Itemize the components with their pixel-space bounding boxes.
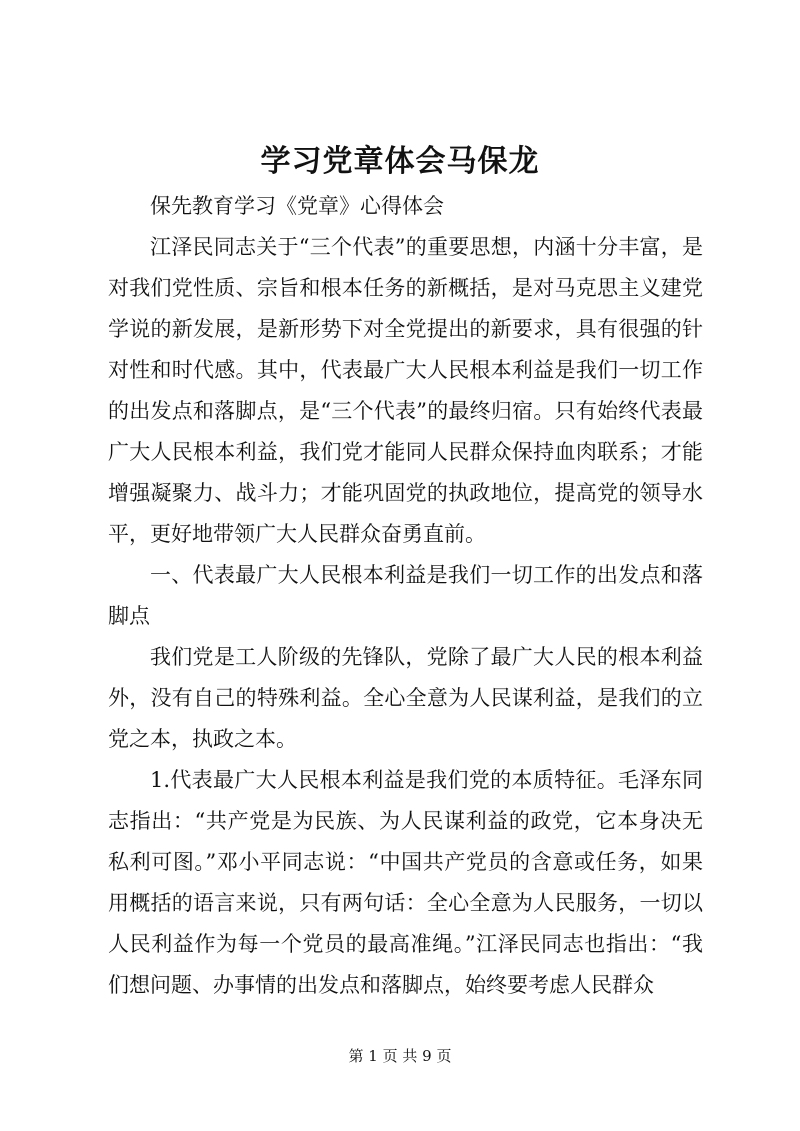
subtitle-paragraph: 保先教育学习《党章》心得体会 — [150, 194, 444, 218]
body-paragraph: 江泽民同志关于“三个代表”的重要思想，内涵十分丰富，是对我们党性质、宗旨和根本任务的新概括，是对马克思主义建党学说的新发展，是新形势下对全党提出的新要求，具有很强的针对性和时代感。其中，代表最广大人民根本利益是我们一切工作的出发点和落脚点，是“三个代表”的最终归宿。只有始终代表最广大人民根本利益，我们党才能同人民群众保持血肉联系；才能增强凝聚力、战斗力；才能巩固党的执政地位，提高党的领导水平，更好地带领广大人民群众奋勇直前。 — [108, 235, 703, 546]
section-heading: 一、代表最广大人民根本利益是我们一切工作的出发点和落脚点 — [108, 563, 703, 628]
body-paragraph: 我们党是工人阶级的先锋队，党除了最广大人民的根本利益外，没有自己的特殊利益。全心全意为人民谋利益，是我们的立党之本，执政之本。 — [108, 645, 703, 751]
body-paragraph: 1.代表最广大人民根本利益是我们党的本质特征。毛泽东同志指出：“共产党是为民族、为人民谋利益的政党，它本身决无私利可图。”邓小平同志说：“中国共产党员的含意或任务，如果用概括的语言来说，只有两句话：全心全意为人民服务，一切以人民利益作为每一个党员的最高准绳。”江泽民同志也指出：“我们想问题、办事情的出发点和落脚点，始终要考虑人民群众 — [108, 768, 703, 997]
document-body — [108, 186, 703, 1006]
document-title: 学习党章体会马保龙 — [260, 144, 540, 179]
page-number-footer: 第 1 页 共 9 页 — [348, 1047, 452, 1065]
